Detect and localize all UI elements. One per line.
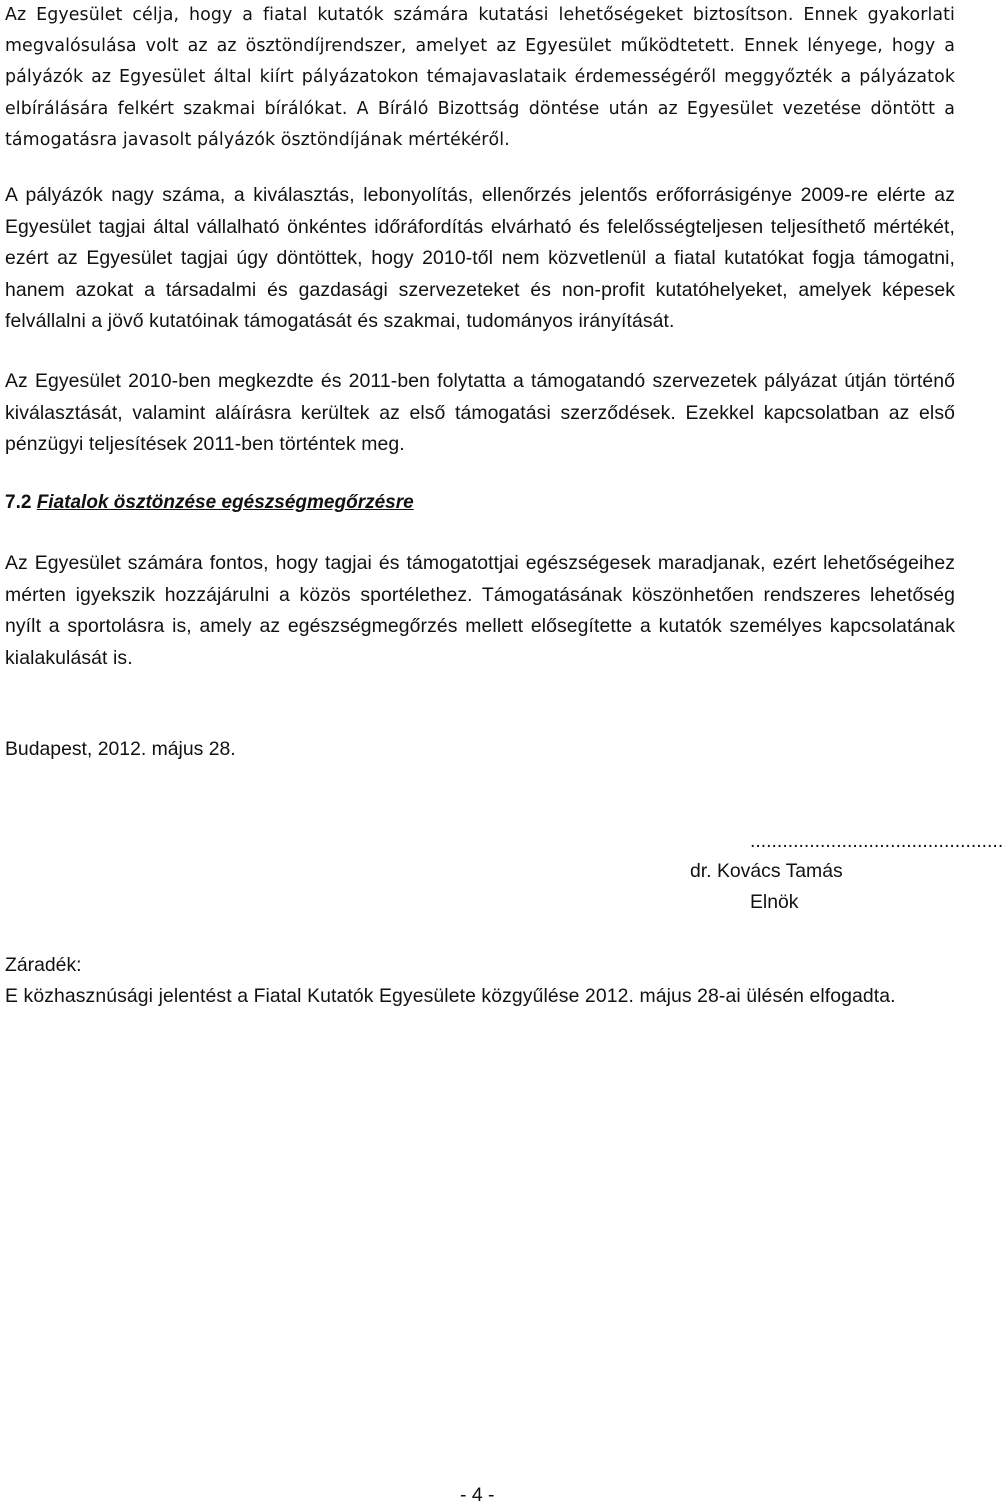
- section-title: Fiatalok ösztönzése egészségmegőrzésre: [36, 492, 414, 513]
- section-heading: [5, 488, 955, 518]
- signature-line: ...............................................: [750, 830, 1003, 852]
- page-number: - 4 -: [460, 1484, 495, 1506]
- signatory-name: dr. Kovács Tamás: [690, 860, 843, 882]
- section-number: 7.2: [5, 492, 32, 513]
- signatory-role: Elnök: [750, 891, 799, 913]
- body-paragraph-3: Az Egyesület 2010-ben megkezdte és 2011-ben folytatta a támogatandó szervezetek pályázat útján történő kiválasztását, valamint aláírásra kerültek az első támogatási szerződések. Ezekkel kapcsolatban az első pénzügyi teljesítések 2011-ben történtek meg.: [5, 370, 955, 455]
- clause-label: Záradék:: [5, 954, 82, 976]
- body-paragraph-2: A pályázók nagy száma, a kiválasztás, lebonyolítás, ellenőrzés jelentős erőforrásigénye 2009-re elérte az Egyesület tagjai által vállalható önkéntes időráfordítás elvárható és felelősségteljesen teljesíthető mértékét, ezért az Egyesület tagjai úgy döntöttek, hogy 2010-től nem közvetlenül a fiatal kutatókat fogja támogatni, hanem azokat a társadalmi és gazdasági szervezeteket és non-profit kutatóhelyeket, amelyek képesek felvállalni a jövő kutatóinak támogatását és szakmai, tudományos irányítását.: [5, 184, 955, 332]
- clause-text: E közhasznúsági jelentést a Fiatal Kutatók Egyesülete közgyűlése 2012. május 28-ai ülésén elfogadta.: [5, 985, 896, 1007]
- place-date: Budapest, 2012. május 28.: [5, 738, 236, 760]
- body-paragraph-1: Az Egyesület célja, hogy a fiatal kutatók számára kutatási lehetőségeket biztosítson. Ennek gyakorlati megvalósulása volt az az ösztöndíjrendszer, amelyet az Egyesület működtetett. Ennek lényege, hogy a pályázók az Egyesület által kiírt pályázatokon témajavaslataik érdemességéről meggyőzték a pályázatok elbírálására felkért szakmai bírálókat. A Bíráló Bizottság döntése után az Egyesület vezetése döntött a támogatásra javasolt pályázók ösztöndíjának mértékéről.: [5, 5, 955, 150]
- section-paragraph: Az Egyesület számára fontos, hogy tagjai és támogatottjai egészségesek maradjanak, ezért lehetőségeihez mérten igyekszik hozzájárulni a közös sportélethez. Támogatásának köszönhetően rendszeres lehetőség nyílt a sportolásra is, amely az egészségmegőrzés mellett elősegítette a kutatók személyes kapcsolatának kialakulását is.: [5, 552, 955, 669]
